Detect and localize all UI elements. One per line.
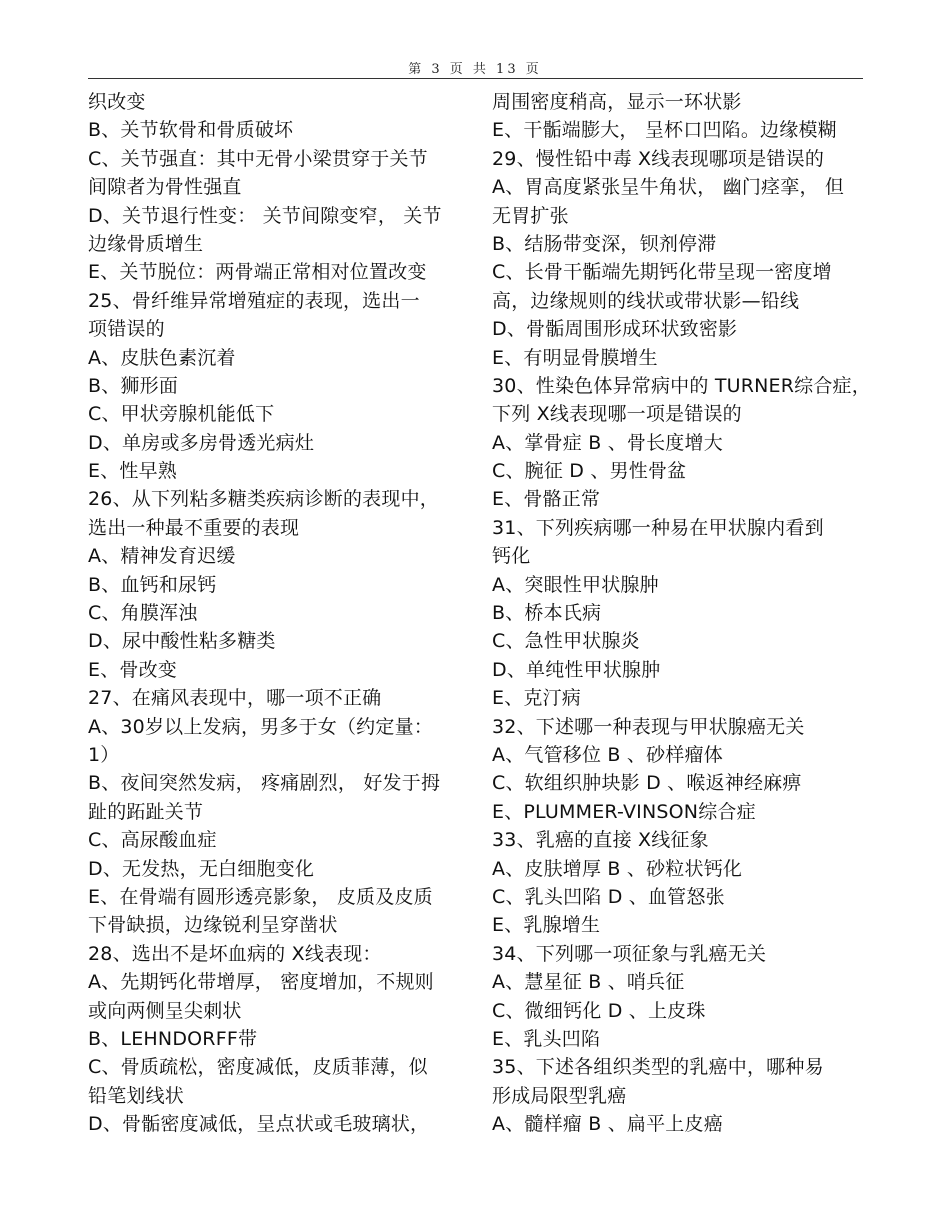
text-line: C、腕征 D 、男性骨盆 bbox=[492, 460, 687, 483]
text-line: A、慧星征 B 、哨兵征 bbox=[492, 971, 685, 994]
text-line: C、乳头凹陷 D 、血管怒张 bbox=[492, 885, 725, 908]
text-line: C、骨质疏松，密度减低，皮质菲薄，似 bbox=[88, 1056, 428, 1079]
text-line: 1） bbox=[88, 743, 120, 766]
text-line: E、克汀病 bbox=[492, 687, 582, 710]
text-line: 下列 X线表现哪一项是错误的 bbox=[492, 403, 742, 426]
text-line: 周围密度稍高，显示一环状影 bbox=[492, 91, 742, 113]
page-number-header: 第 3 页 共 13 页 bbox=[408, 62, 542, 77]
text-line: B、血钙和尿钙 bbox=[88, 573, 217, 596]
text-line: 项错误的 bbox=[88, 318, 165, 341]
text-line: 29、慢性铅中毒 X线表现哪项是错误的 bbox=[492, 147, 825, 170]
text-line: 趾的跖趾关节 bbox=[88, 800, 204, 823]
text-line: C、角膜浑浊 bbox=[88, 602, 198, 625]
text-line: 33、乳癌的直接 X线征象 bbox=[492, 829, 709, 852]
text-line: C、急性甲状腺炎 bbox=[492, 630, 640, 653]
left-text-column bbox=[88, 88, 463, 1138]
text-line: A、先期钙化带增厚， 密度增加，不规则 bbox=[88, 971, 434, 994]
text-line: A、30岁以上发病，男多于女（约定量： bbox=[88, 715, 433, 738]
text-line: E、在骨端有圆形透亮影象， 皮质及皮质 bbox=[88, 885, 433, 908]
text-line: D、骨骺密度减低，呈点状或毛玻璃状， bbox=[88, 1113, 430, 1136]
text-line: 25、骨纤维异常增殖症的表现，选出一 bbox=[88, 289, 420, 312]
text-line: A、气管移位 B 、砂样瘤体 bbox=[492, 743, 723, 766]
text-line: D、单纯性甲状腺肿 bbox=[492, 658, 661, 681]
text-line: B、LEHNDORFF带 bbox=[88, 1027, 258, 1050]
text-line: E、乳腺增生 bbox=[492, 914, 601, 937]
text-line: B、夜间突然发病， 疼痛剧烈， 好发于拇 bbox=[88, 772, 441, 795]
text-line: C、甲状旁腺机能低下 bbox=[88, 403, 275, 426]
text-line: E、性早熟 bbox=[88, 460, 178, 483]
text-line: D、骨骺周围形成环状致密影 bbox=[492, 318, 738, 341]
text-line: D、尿中酸性粘多糖类 bbox=[88, 630, 276, 653]
text-line: 35、下述各组织类型的乳癌中，哪种易 bbox=[492, 1056, 824, 1079]
text-line: B、结肠带变深，钡剂停滞 bbox=[492, 232, 717, 255]
text-line: A、掌骨症 B 、骨长度增大 bbox=[492, 431, 723, 454]
text-line: A、精神发育迟缓 bbox=[88, 545, 236, 568]
text-line: A、髓样瘤 B 、扁平上皮癌 bbox=[492, 1113, 723, 1136]
text-line: 或向两侧呈尖刺状 bbox=[88, 999, 242, 1022]
text-line: D、无发热，无白细胞变化 bbox=[88, 857, 315, 880]
text-line: 26、从下列粘多糖类疾病诊断的表现中， bbox=[88, 488, 439, 511]
text-line: E、骨改变 bbox=[88, 658, 178, 681]
text-line: C、高尿酸血症 bbox=[88, 829, 217, 852]
text-line: 边缘骨质增生 bbox=[88, 232, 204, 255]
text-line: 钙化 bbox=[492, 545, 531, 568]
text-line: 形成局限型乳癌 bbox=[492, 1084, 627, 1107]
text-line: E、有明显骨膜增生 bbox=[492, 346, 658, 369]
text-line: A、突眼性甲状腺肿 bbox=[492, 573, 659, 596]
text-line: 32、下述哪一种表现与甲状腺癌无关 bbox=[492, 715, 805, 738]
text-line: C、软组织肿块影 D 、喉返神经麻痹 bbox=[492, 772, 802, 795]
text-line: 铅笔划线状 bbox=[88, 1084, 185, 1107]
text-line: E、关节脱位：两骨端正常相对位置改变 bbox=[88, 261, 427, 284]
text-line: A、胃高度紧张呈牛角状， 幽门痉挛， 但 bbox=[492, 176, 845, 199]
text-line: C、长骨干骺端先期钙化带呈现一密度增 bbox=[492, 261, 832, 284]
text-line: A、皮肤增厚 B 、砂粒状钙化 bbox=[492, 857, 743, 880]
text-line: 织改变 bbox=[88, 91, 146, 113]
text-line: 28、选出不是坏血病的 X线表现： bbox=[88, 942, 382, 965]
text-line: 下骨缺损，边缘锐利呈穿凿状 bbox=[88, 914, 338, 937]
text-line: B、桥本氏病 bbox=[492, 602, 602, 625]
text-line: 30、性染色体异常病中的 TURNER综合症， bbox=[492, 374, 871, 397]
text-line: A、皮肤色素沉着 bbox=[88, 346, 236, 369]
text-line: E、PLUMMER-VINSON综合症 bbox=[492, 800, 756, 823]
text-line: 31、下列疾病哪一种易在甲状腺内看到 bbox=[492, 516, 824, 539]
text-line: C、微细钙化 D 、上皮珠 bbox=[492, 999, 706, 1022]
text-line: 27、在痛风表现中，哪一项不正确 bbox=[88, 687, 382, 710]
text-line: E、干骺端膨大， 呈杯口凹陷。边缘模糊 bbox=[492, 119, 837, 142]
text-line: D、关节退行性变： 关节间隙变窄， 关节 bbox=[88, 204, 442, 227]
text-line: 34、下列哪一项征象与乳癌无关 bbox=[492, 942, 767, 965]
text-line: B、狮形面 bbox=[88, 374, 179, 397]
text-line: B、关节软骨和骨质破坏 bbox=[88, 119, 294, 142]
text-line: E、骨骼正常 bbox=[492, 488, 601, 511]
text-line: 选出一种最不重要的表现 bbox=[88, 516, 300, 539]
text-line: D、单房或多房骨透光病灶 bbox=[88, 431, 315, 454]
text-line: E、乳头凹陷 bbox=[492, 1027, 601, 1050]
text-line: 无胃扩张 bbox=[492, 204, 569, 227]
text-line: C、关节强直：其中无骨小梁贯穿于关节 bbox=[88, 147, 428, 170]
right-text-column bbox=[492, 88, 871, 1138]
text-line: 间隙者为骨性强直 bbox=[88, 176, 242, 199]
header-divider bbox=[88, 78, 863, 79]
text-line: 高，边缘规则的线状或带状影—铅线 bbox=[492, 289, 800, 312]
